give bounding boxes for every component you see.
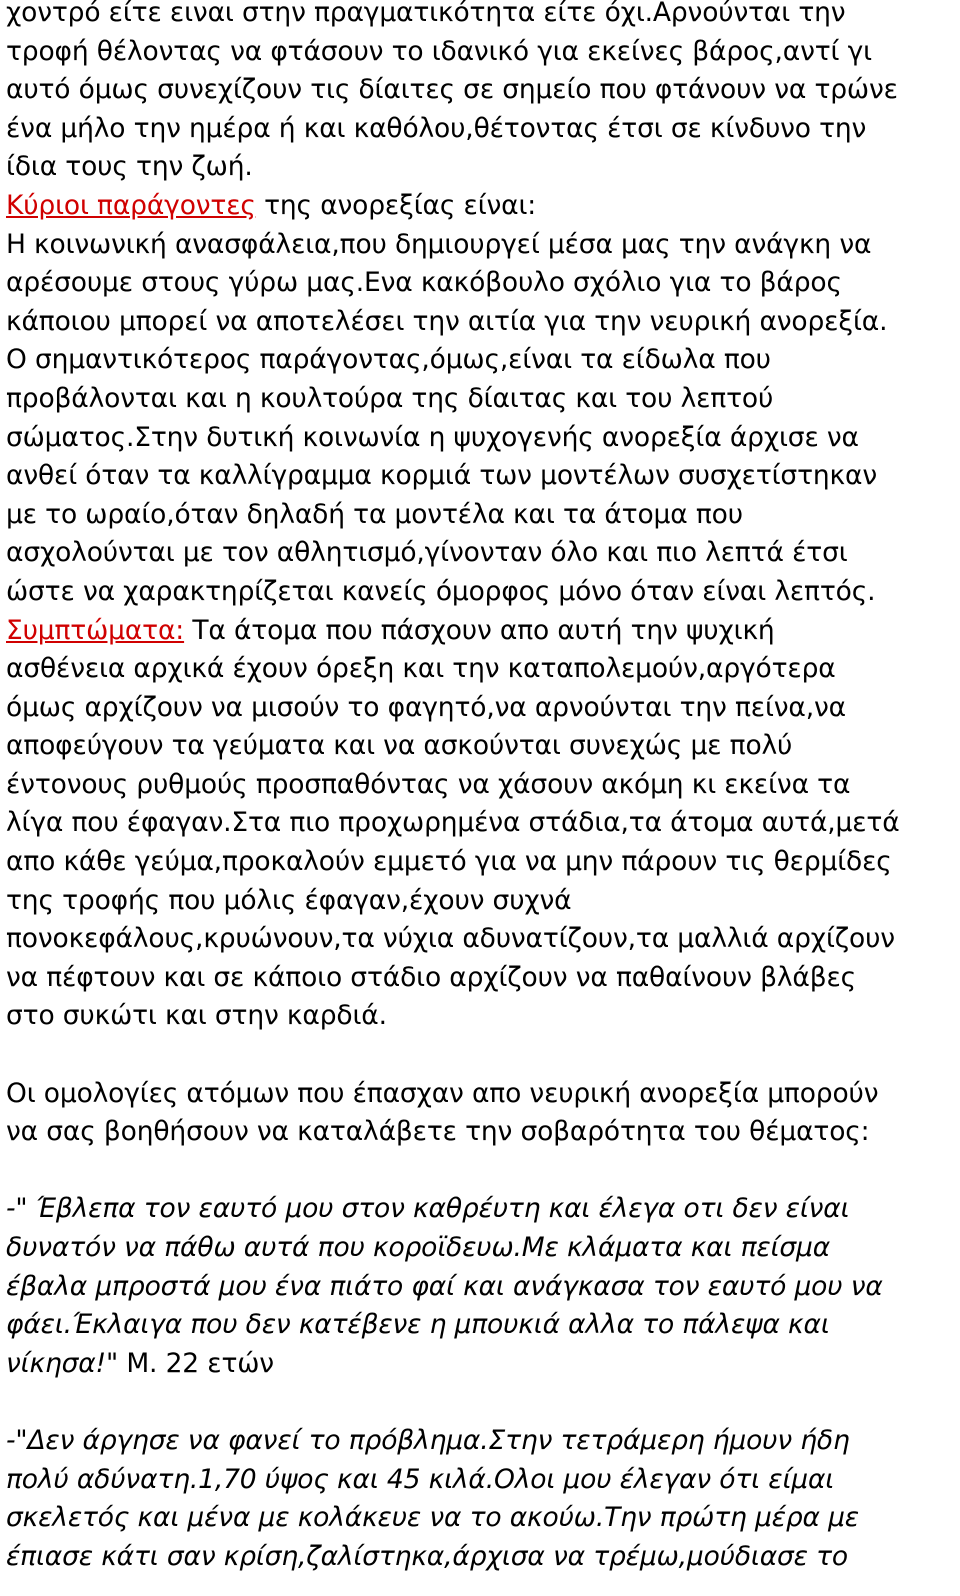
paragraph-spacer — [6, 1383, 954, 1422]
text-line: απο κάθε γεύμα,προκαλούν εμμετό για να μην πάρουν τις θερμίδες — [6, 846, 892, 878]
quote-line: νίκησα!" — [6, 1347, 119, 1379]
text-line: να πέφτουν και σε κάποιο στάδιο αρχίζουν να παθαίνουν βλάβες — [6, 961, 857, 993]
quote-line: δυνατόν να πάθω αυτά που κοροϊδευω.Με κλάματα και πείσμα — [6, 1232, 831, 1263]
text-line: αρέσουμε στους γύρω μας.Ενα κακόβουλο σχόλιο για το βάρος — [6, 267, 842, 299]
text-line: να σας βοηθήσουν να καταλάβετε την σοβαρότητα του θέματος: — [6, 1116, 870, 1148]
quote-last-line — [6, 1345, 954, 1384]
testimony-quote-2 — [6, 1422, 954, 1576]
text-line: αποφεύγουν τα γεύματα και να ασκούνται συνεχώς με πολύ — [6, 730, 793, 762]
factors-heading-text: της ανορεξίας είναι: — [255, 189, 537, 221]
text-line: προβάλονται και η κουλτούρα της δίαιτας και του λεπτού — [6, 382, 774, 414]
symptoms-link[interactable]: Συμπτώματα: — [6, 614, 185, 646]
text-line: πονοκεφάλους,κρυώνουν,τα νύχια αδυνατίζουν,τα μαλλιά αρχίζουν — [6, 923, 895, 955]
text-line: με το ωραίο,όταν δηλαδή τα μοντέλα και τα άτομα που — [6, 498, 743, 530]
quote-line: -" Έβλεπα τον εαυτό μου στον καθρέυτη και έλεγα οτι δεν είναι — [6, 1193, 850, 1225]
text-line: Ο σημαντικότερος παράγοντας,όμως,είναι τα είδωλα που — [6, 344, 771, 376]
factors-heading-line — [6, 187, 954, 226]
text-line: ανθεί όταν τα καλλίγραμμα κορμιά των μοντέλων συσχετίστηκαν — [6, 460, 877, 492]
quote-line: έβαλα μπροστά μου ένα πιάτο φαί και ανάγκασα τον εαυτό μου να — [6, 1270, 883, 1302]
text-line: ασχολούνται με τον αθλητισμό,γίνονταν όλο και πιο λεπτά έτσι — [6, 537, 848, 569]
text-line: χοντρό είτε ειναι στην πραγματικότητα είτε όχι.Αρνούνται την — [6, 0, 846, 28]
text-line: κάποιου μπορεί να αποτελέσει την αιτία για την νευρική ανορεξία. — [6, 305, 888, 337]
paragraph-spacer — [6, 1036, 954, 1075]
quote-signature: Μ. 22 ετών — [118, 1347, 274, 1379]
quote-line: σκελετός και μένα με κολάκευε να το ακούω.Την πρώτη μέρα με — [6, 1502, 859, 1534]
text-line: ώστε να χαρακτηρίζεται κανείς όμορφος μόνο όταν είναι λεπτός. — [6, 575, 876, 607]
text-line: λίγα που έφαγαν.Στα πιο προχωρημένα στάδια,τα άτομα αυτά,μετά — [6, 807, 900, 839]
factors-paragraph — [6, 187, 954, 612]
confessions-intro-paragraph — [6, 1075, 954, 1152]
symptoms-paragraph — [6, 612, 954, 1037]
quote-line: φάει.Έκλαιγα που δεν κατέβενε η μπουκιά αλλα το πάλεψα και — [6, 1309, 830, 1341]
quote-line: πολύ αδύνατη.1,70 ύψος και 45 κιλά.Ολοι μου έλεγαν ότι είμαι — [6, 1463, 835, 1495]
text-line: ένα μήλο την ημέρα ή και καθόλου,θέτοντας έτσι σε κίνδυνο την — [6, 112, 867, 144]
text-line: Η κοινωνική ανασφάλεια,που δημιουργεί μέσα μας την ανάγκη να — [6, 228, 872, 260]
quote-line: έπιασε κάτι σαν κρίση,ζαλίστηκα,άρχισα να τρέμω,μούδιασε το — [6, 1540, 848, 1572]
symptoms-heading-line — [6, 612, 954, 651]
text-line: έντονους ρυθμούς προσπαθόντας να χάσουν ακόμη κι εκείνα τα — [6, 768, 851, 800]
paragraph-spacer — [6, 1152, 954, 1191]
article-body — [6, 0, 954, 1576]
testimony-quote-1 — [6, 1190, 954, 1383]
intro-paragraph — [6, 0, 954, 187]
text-line: ασθένεια αρχικά έχουν όρεξη και την καταπολεμούν,αργότερα — [6, 653, 836, 685]
text-line: της τροφής που μόλις έφαγαν,έχουν συχνά — [6, 884, 572, 916]
text-line: όμως αρχίζουν να μισούν το φαγητό,να αρνούνται την πείνα,να — [6, 691, 846, 723]
factors-link[interactable]: Κύριοι παράγοντες — [6, 189, 256, 221]
symptoms-heading-text: Τα άτομα που πάσχουν απο αυτή την ψυχική — [184, 614, 775, 646]
text-line: τροφή θέλοντας να φτάσουν το ιδανικό για εκείνες βάρος,αντί γι — [6, 35, 872, 67]
quote-line: -"Δεν άργησε να φανεί το πρόβλημα.Στην τετράμερη ήμουν ήδη — [6, 1424, 850, 1456]
text-line: αυτό όμως συνεχίζουν τις δίαιτες σε σημείο που φτάνουν να τρώνε — [6, 74, 898, 106]
text-line: στο συκώτι και στην καρδιά. — [6, 1000, 387, 1032]
text-line: Οι ομολογίες ατόμων που έπασχαν απο νευρική ανορεξία μπορούν — [6, 1077, 879, 1109]
text-line: ίδια τους την ζωή. — [6, 151, 253, 183]
text-line: σώματος.Στην δυτική κοινωνία η ψυχογενής ανορεξία άρχισε να — [6, 421, 859, 453]
